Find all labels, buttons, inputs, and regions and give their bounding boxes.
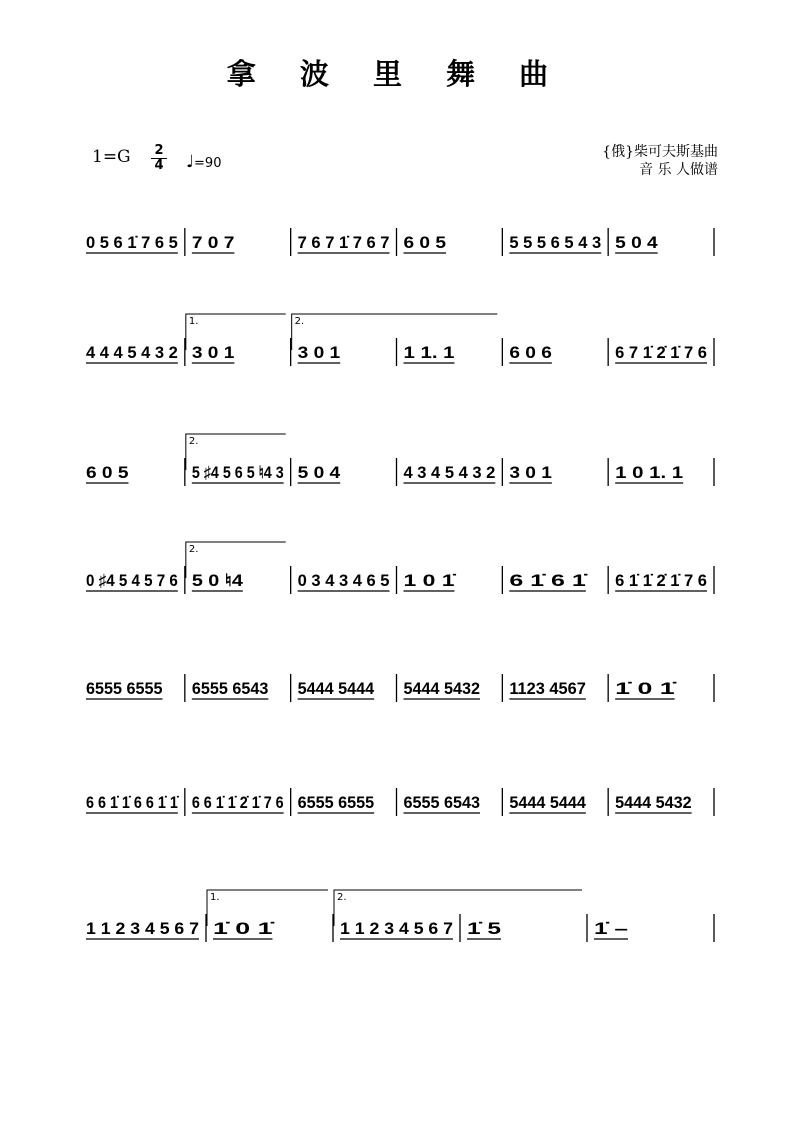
measure-notes: 1̇ 0 1̇ [615,679,678,698]
measure-notes: 1 0 1̇ [403,571,458,590]
credits [602,143,718,179]
measure-notes: 6 1̇ 1̇ 2̇ 1̇ 7 6 [615,571,707,590]
measure-notes: 5 0 4 [615,233,659,252]
measure-notes: 6 1̇ 6 1̇ [509,571,589,590]
score-title: 拿 波 里 舞 曲 [226,57,566,91]
notation-row-svg [80,430,715,520]
measure-notes: 3 0 1 [509,463,552,482]
measure-notes: 6 0 5 [86,463,129,482]
measure-notes: 0 3 4 3 4 6 5 [297,571,390,590]
measure-notes: 5 5 5 6 5 4 3 [509,233,602,252]
measure-notes: 6555 6555 [86,679,163,698]
measure-notes: 6555 6543 [191,679,269,698]
measure-notes: 1 1. 1 [403,343,455,362]
volta-label: 2. [188,436,199,447]
notation-row-svg [80,886,715,976]
time-signature [151,144,167,173]
measure-notes: 6 0 6 [509,343,552,362]
volta-label: 1. [188,316,199,327]
measure-notes: 1̇ 0 1̇ [213,919,276,938]
measure-notes: 5 0 ♮4 [191,571,244,590]
measure-notes: 1 0 1. 1 [615,463,684,482]
arranger-credit: 音 乐 人做谱 [639,162,718,178]
measure-notes: 6555 6543 [403,793,480,812]
notation-row [80,430,715,540]
time-signature-top: 2 [151,144,167,159]
measure-notes: 1̇ – [594,919,628,938]
notation-row-svg [80,646,715,736]
measure-notes: 6 0 5 [403,233,446,252]
notation-row [80,310,715,420]
measure-notes: 6555 6555 [297,793,375,812]
notation-row [80,200,715,310]
measure-notes: 4 4 4 5 4 3 2 [86,343,178,362]
time-signature-bottom: 4 [154,158,164,173]
measure-notes: 6 6 1̇ 1̇ 2̇ 1̇ 7 6 [191,793,284,812]
measure-notes: 1̇ 5 [467,919,501,938]
notation-row-svg [80,538,715,628]
measure-notes: 1123 4567 [509,679,586,698]
measure-notes: 5444 5444 [509,793,587,812]
measure-notes: 7 6 7 1̇ 7 6 7 [297,233,390,252]
key-signature: 1=G [92,147,131,167]
measure-notes: 7 0 7 [191,233,235,252]
volta-label: 2. [294,316,305,327]
notation-row-svg [80,760,715,850]
volta-label: 2. [337,892,347,903]
measure-notes: 3 0 1 [297,343,341,362]
measure-notes: 5 0 4 [297,463,341,482]
notation-row [80,646,715,756]
measure-notes: 1 1 2 3 4 5 6 7 [340,919,453,938]
notation-row [80,538,715,648]
tempo-value: =90 [194,156,222,171]
measure-notes: 6 6 1̇ 1̇ 6 6 1̇ 1̇ [86,793,180,812]
notation-row [80,760,715,870]
notation-row-svg [80,310,715,400]
volta-label: 2. [188,544,199,555]
measure-notes: 3 0 1 [191,343,235,362]
measure-notes: 6 7 1̇ 2̇ 1̇ 7 6 [615,343,707,362]
notation-row-svg [80,200,715,290]
measure-notes: 1 1 2 3 4 5 6 7 [86,919,199,938]
measure-notes: 5444 5432 [403,679,480,698]
measure-notes: 4 3 4 5 4 3 2 [403,463,496,482]
quarter-note-icon: ♩ [186,152,195,172]
measure-notes: 5444 5444 [297,679,375,698]
measure-notes: 0 ♯4 5 4 5 7 6 [86,571,178,590]
notation-row [80,886,715,996]
measure-notes: 0 5 6 1̇ 7 6 5 [86,233,178,252]
volta-label: 1. [210,892,220,903]
tempo-marking [186,152,221,172]
measure-notes: 5 ♯4 5 6 5 ♮4 3 [191,463,284,482]
composer-credit: {俄}柴可夫斯基曲 [602,144,718,160]
measure-notes: 5444 5432 [615,793,692,812]
